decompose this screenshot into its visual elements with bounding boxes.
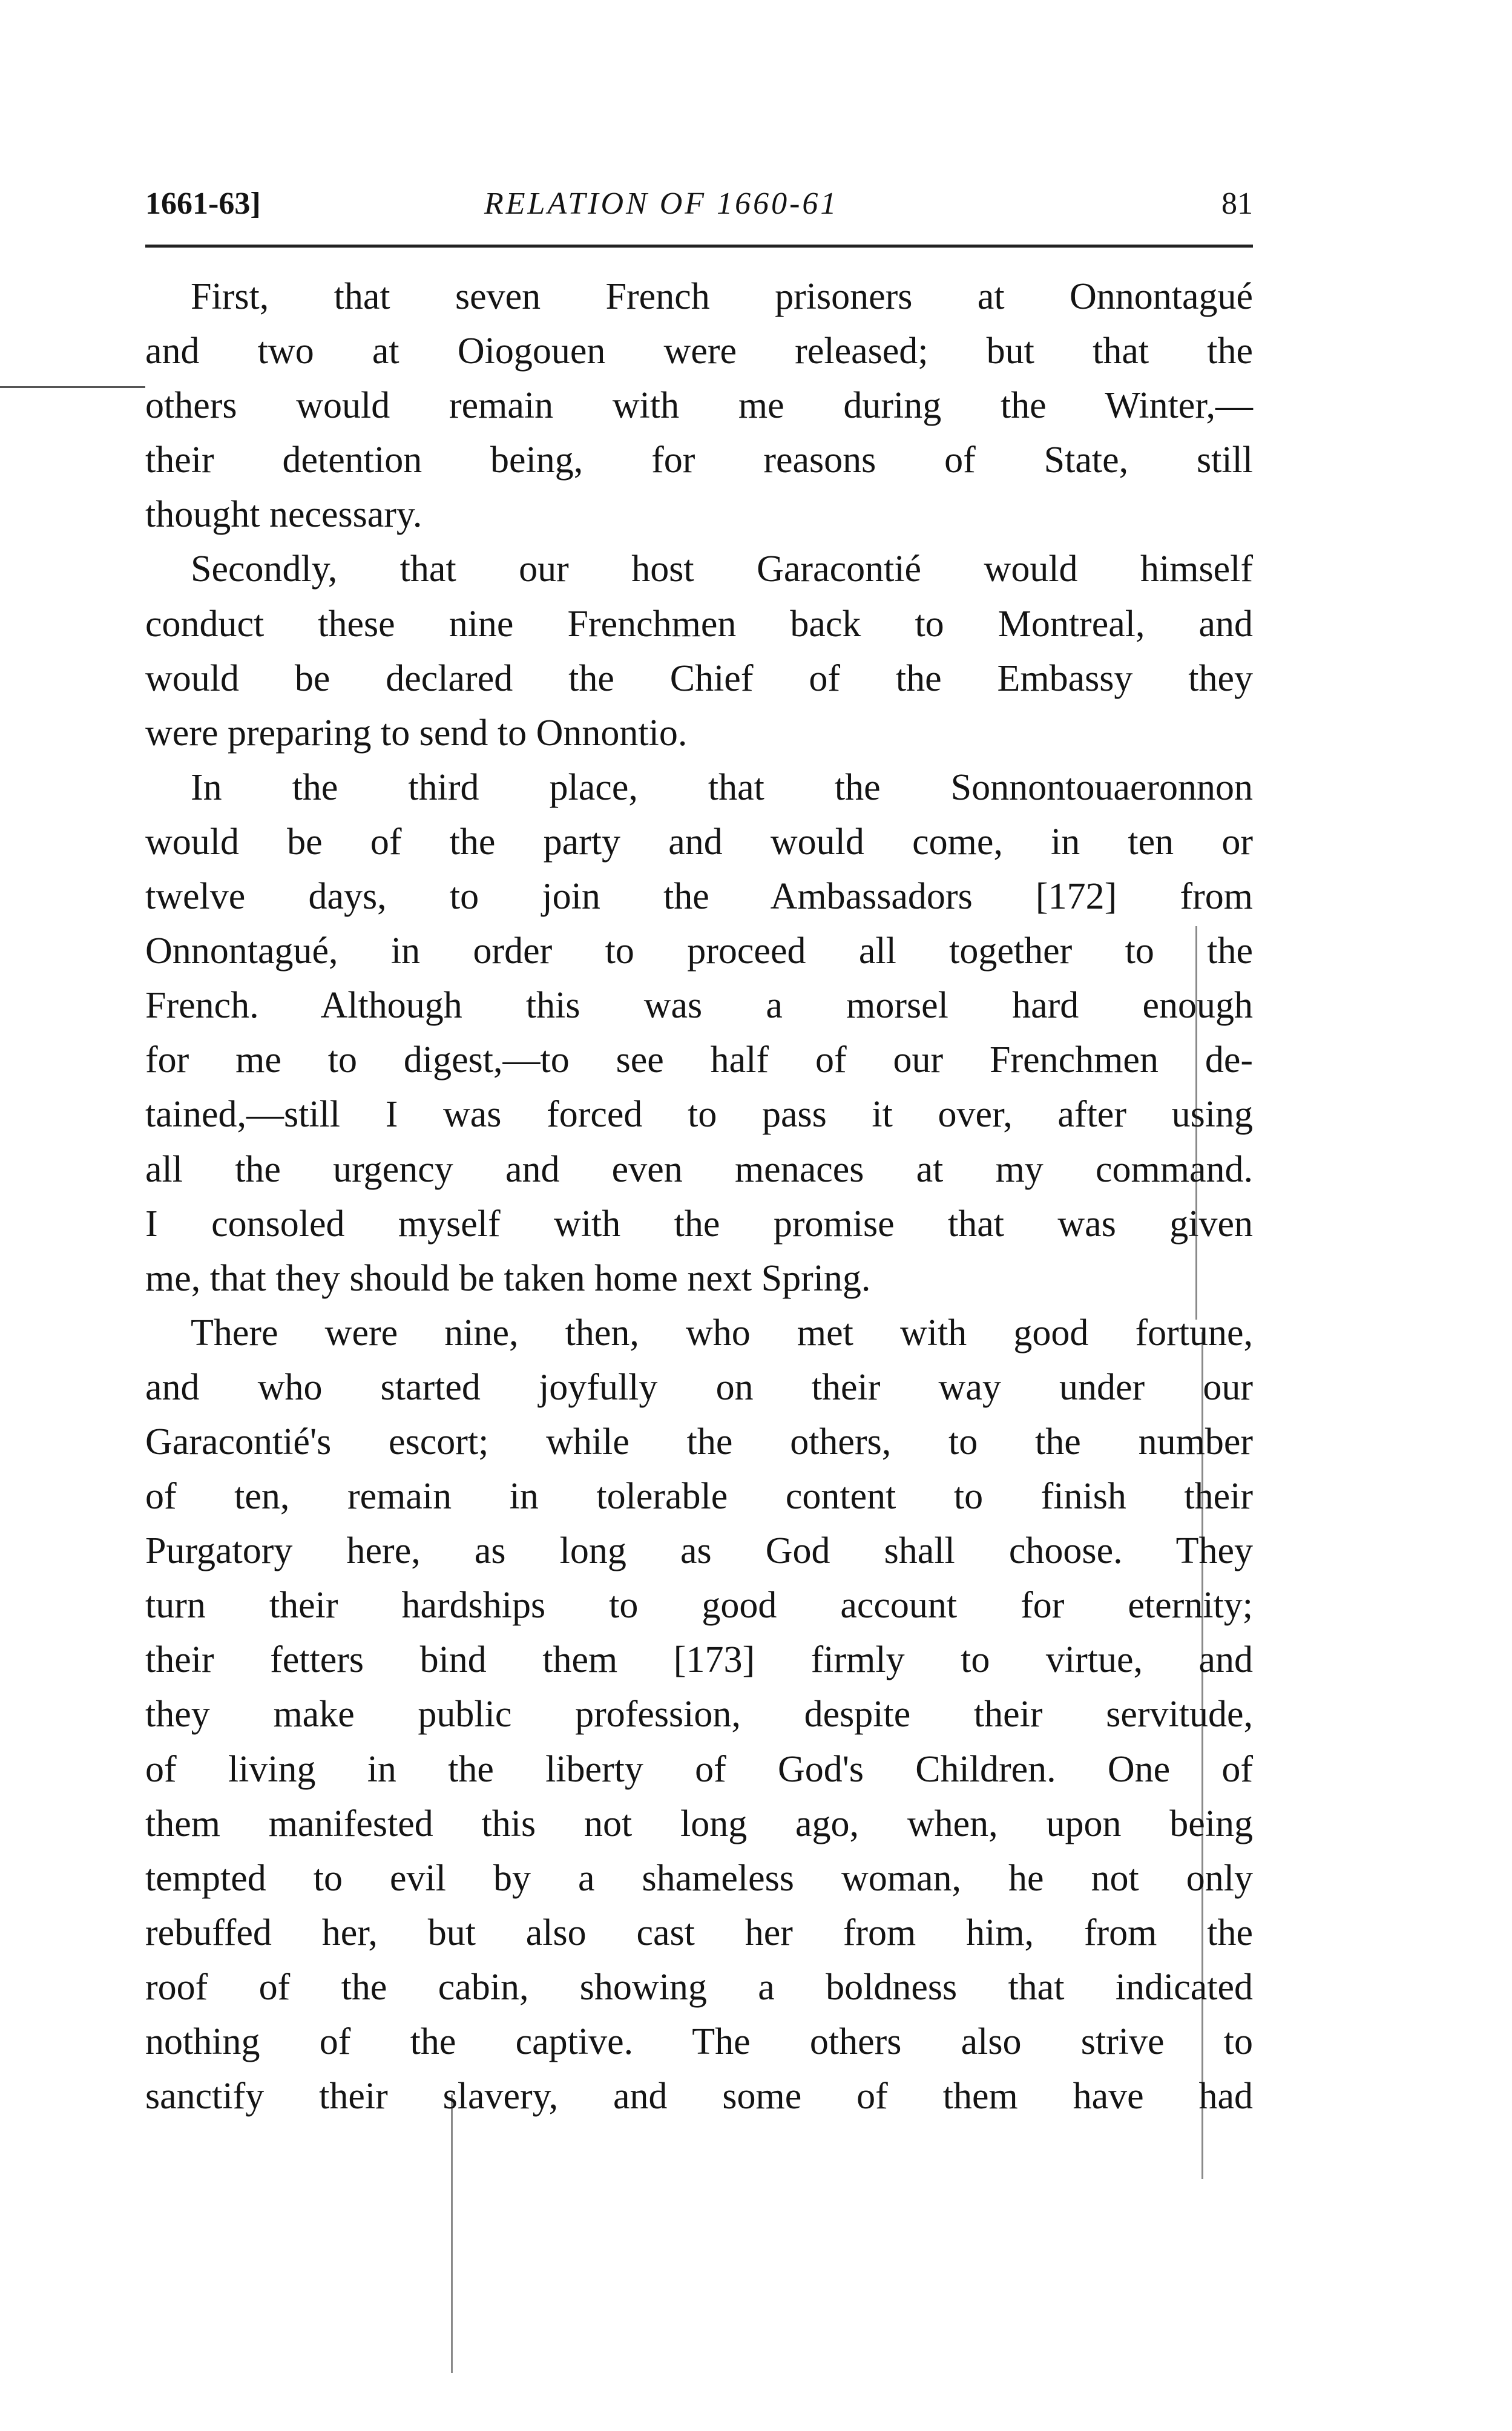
- scan-gutter-line: [451, 2094, 453, 2373]
- text-line: tempted to evil by a shameless woman, he not only: [145, 1857, 1253, 1899]
- margin-pencil-stroke: [0, 386, 145, 388]
- text-line: nothing of the captive. The others also strive to: [145, 2021, 1253, 2062]
- text-line: me, that they should be taken home next Spring.: [145, 1257, 871, 1299]
- text-line: would be of the party and would come, in ten or: [145, 821, 1253, 863]
- text-line: roof of the cabin, showing a boldness that indicated: [145, 1966, 1253, 2008]
- text-line: their fetters bind them [173] firmly to virtue, and: [145, 1639, 1253, 1681]
- text-line: they make public profession, despite their servitude,: [145, 1694, 1253, 1735]
- text-line: In the third place, that the Sonnontouaeronnon: [191, 766, 1253, 808]
- text-line: turn their hardships to good account for eternity;: [145, 1585, 1253, 1627]
- text-line: were preparing to send to Onnontio.: [145, 712, 688, 754]
- text-line: thought necessary.: [145, 494, 422, 536]
- text-line: Purgatory here, as long as God shall choose. They: [145, 1530, 1253, 1572]
- text-line: French. Although this was a morsel hard enough: [145, 985, 1253, 1027]
- text-line: others would remain with me during the Winter,—: [145, 385, 1253, 427]
- text-line: Garacontié's escort; while the others, to the number: [145, 1421, 1253, 1462]
- text-line: would be declared the Chief of the Embassy they: [145, 657, 1253, 699]
- text-line: of ten, remain in tolerable content to finish their: [145, 1476, 1253, 1518]
- text-line: their detention being, for reasons of State, still: [145, 439, 1253, 481]
- header-rule: [145, 245, 1253, 248]
- text-line: rebuffed her, but also cast her from him, from the: [145, 1912, 1253, 1953]
- text-line: and who started joyfully on their way under our: [145, 1366, 1253, 1408]
- text-line: conduct these nine Frenchmen back to Montreal, and: [145, 603, 1253, 645]
- body-text: [145, 269, 1253, 2123]
- text-line: I consoled myself with the promise that was given: [145, 1203, 1253, 1245]
- text-line: for me to digest,—to see half of our Frenchmen de-: [145, 1039, 1253, 1081]
- text-line: all the urgency and even menaces at my command.: [145, 1148, 1253, 1190]
- text-line: them manifested this not long ago, when, upon being: [145, 1803, 1253, 1844]
- text-line: Onnontagué, in order to proceed all together to the: [145, 930, 1253, 972]
- text-line: Secondly, that our host Garacontié would himself: [191, 548, 1253, 590]
- text-line: twelve days, to join the Ambassadors [172] from: [145, 876, 1253, 918]
- page-number: 81: [1221, 186, 1253, 221]
- text-line: of living in the liberty of God's Children. One of: [145, 1748, 1253, 1790]
- text-line: tained,—still I was forced to pass it over, after using: [145, 1094, 1253, 1136]
- text-line: and two at Oiogouen were released; but that the: [145, 331, 1253, 372]
- running-head: [145, 177, 1253, 231]
- text-line: First, that seven French prisoners at Onnontagué: [191, 276, 1253, 317]
- running-head-title: RELATION OF 1660-61: [484, 186, 839, 221]
- text-line: sanctify their slavery, and some of them have had: [145, 2076, 1253, 2117]
- text-line: There were nine, then, who met with good fortune,: [191, 1312, 1253, 1354]
- running-head-date-range: 1661-63]: [145, 186, 261, 221]
